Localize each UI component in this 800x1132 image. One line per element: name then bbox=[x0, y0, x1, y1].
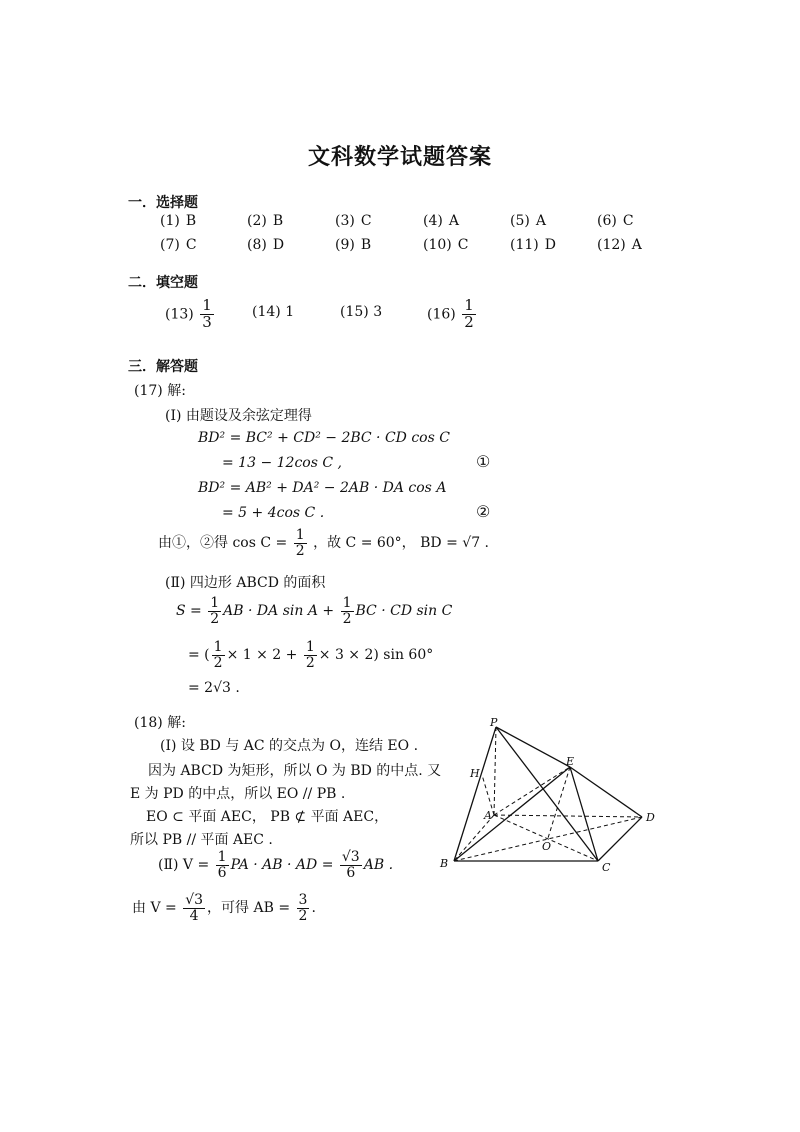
q18-line1: (Ⅰ) 设 BD 与 AC 的交点为 O，连结 EO . bbox=[160, 738, 419, 754]
question-number: (10) bbox=[423, 237, 452, 253]
question-number: (2) bbox=[247, 213, 267, 229]
answer-value: B bbox=[272, 213, 284, 229]
question-number: (15) bbox=[340, 304, 369, 320]
question-number: (9) bbox=[335, 237, 355, 253]
fraction-denominator: 2 bbox=[464, 312, 474, 331]
fraction-denominator: 3 bbox=[202, 312, 212, 331]
section-solve-heading: 三．解答题 bbox=[128, 359, 198, 375]
question-number: (14) bbox=[252, 304, 281, 320]
fill-answer-14 bbox=[252, 304, 294, 320]
fraction-denominator: 2 bbox=[295, 542, 305, 559]
choice-answer bbox=[160, 213, 196, 229]
edge-PE bbox=[496, 727, 570, 767]
fraction-denominator: 6 bbox=[217, 864, 227, 881]
fraction-numerator: √3 bbox=[341, 849, 360, 865]
edge-EC bbox=[570, 767, 598, 861]
choice-answer bbox=[247, 213, 283, 229]
fraction-numerator: 1 bbox=[342, 595, 352, 611]
fraction-numerator: 1 bbox=[295, 527, 305, 543]
diag-AC bbox=[494, 815, 598, 861]
fraction-numerator: 1 bbox=[217, 849, 227, 865]
label-H: H bbox=[470, 767, 480, 780]
equation-mark-1: ① bbox=[476, 452, 491, 471]
answer-value: B bbox=[185, 213, 197, 229]
q18-line5: 所以 PB // 平面 AEC . bbox=[130, 832, 273, 848]
edge-PB bbox=[454, 727, 496, 861]
text-segment: PA · AB · AD = bbox=[230, 857, 334, 874]
fill-answer-13 bbox=[165, 298, 216, 331]
fraction-numerator: 1 bbox=[464, 296, 474, 314]
fraction-numerator: 1 bbox=[213, 639, 223, 655]
answer-value: D bbox=[544, 237, 556, 253]
text-segment: S = bbox=[176, 603, 202, 620]
question-number: (4) bbox=[423, 213, 443, 229]
question-number: (6) bbox=[597, 213, 617, 229]
text-segment: . bbox=[311, 900, 316, 917]
fraction-numerator: 1 bbox=[305, 639, 315, 655]
section-fill-heading: 二．填空题 bbox=[128, 275, 198, 291]
q17-eq2: = 13 − 12cos C , bbox=[222, 455, 342, 471]
question-number: (13) bbox=[165, 306, 194, 323]
edge-PA bbox=[494, 727, 496, 815]
fraction-numerator: 3 bbox=[298, 892, 308, 908]
equation-mark-2: ② bbox=[476, 502, 491, 521]
q17-eq4: = 5 + 4cos C . bbox=[222, 505, 325, 521]
answer-value: A bbox=[631, 237, 642, 253]
q18-label: (18) 解: bbox=[134, 715, 186, 731]
choice-answer bbox=[247, 237, 284, 253]
pyramid-figure bbox=[430, 715, 670, 885]
choice-answer bbox=[597, 237, 642, 253]
text-segment: AB · DA sin A + bbox=[223, 603, 335, 620]
q18-volume-result bbox=[132, 893, 316, 923]
edge-AD bbox=[494, 815, 642, 817]
text-segment: 由①，②得 cos C = bbox=[158, 535, 288, 552]
q18-line3: E 为 PD 的中点，所以 EO // PB . bbox=[130, 786, 346, 802]
answer-value: A bbox=[448, 213, 459, 229]
text-segment: ，故 C = 60°， BD = √7 . bbox=[313, 535, 490, 552]
answer-value: C bbox=[622, 213, 634, 229]
segment-EO bbox=[548, 767, 570, 838]
text-segment: ，可得 AB = bbox=[207, 900, 291, 917]
q17-conclusion bbox=[158, 528, 489, 558]
question-number: (12) bbox=[597, 237, 626, 253]
fraction-denominator: 2 bbox=[213, 654, 223, 671]
text-segment: = ( bbox=[188, 647, 210, 664]
text-segment: (Ⅱ) V = bbox=[158, 857, 210, 874]
fill-answer-16 bbox=[427, 298, 478, 331]
question-number: (7) bbox=[160, 237, 180, 253]
segment-BE bbox=[454, 767, 570, 861]
label-B: B bbox=[440, 857, 449, 870]
choice-answer bbox=[510, 213, 546, 229]
label-P: P bbox=[490, 716, 498, 729]
q18-line2: 因为 ABCD 为矩形，所以 O 为 BD 的中点. 又 bbox=[148, 763, 442, 779]
text-segment: × 1 × 2 + bbox=[226, 647, 298, 664]
question-number: (1) bbox=[160, 213, 180, 229]
question-number: (3) bbox=[335, 213, 355, 229]
fraction-denominator: 2 bbox=[298, 907, 308, 924]
choice-answer bbox=[160, 237, 197, 253]
question-number: (11) bbox=[510, 237, 539, 253]
label-D: D bbox=[646, 811, 655, 824]
choice-answer bbox=[423, 237, 468, 253]
answer-value: B bbox=[360, 237, 372, 253]
text-segment: AB . bbox=[363, 857, 394, 874]
q17-eq3: BD² = AB² + DA² − 2AB · DA cos A bbox=[198, 480, 447, 496]
q17-area-formula bbox=[176, 596, 452, 626]
fraction-numerator: 1 bbox=[210, 595, 220, 611]
label-O: O bbox=[542, 840, 552, 853]
q17-eq1: BD² = BC² + CD² − 2BC · CD cos C bbox=[198, 430, 450, 446]
q17-area-result: = 2√3 . bbox=[188, 680, 240, 696]
answer-value: C bbox=[457, 237, 469, 253]
label-E: E bbox=[566, 755, 575, 768]
text-segment: × 3 × 2) sin 60° bbox=[318, 647, 434, 664]
fraction-numerator: 1 bbox=[202, 296, 212, 314]
section-choice-heading: 一．选择题 bbox=[128, 195, 198, 211]
label-C: C bbox=[602, 861, 611, 874]
answer-value: C bbox=[360, 213, 372, 229]
q18-line4: EO ⊂ 平面 AEC， PB ⊄ 平面 AEC， bbox=[146, 809, 389, 825]
edge-CD bbox=[598, 817, 642, 861]
fraction-denominator: 2 bbox=[210, 610, 220, 627]
question-number: (8) bbox=[247, 237, 267, 253]
text-segment: 由 V = bbox=[132, 900, 177, 917]
choice-answer bbox=[423, 213, 459, 229]
fraction-denominator: 4 bbox=[189, 907, 199, 924]
answer-value: C bbox=[185, 237, 197, 253]
answer-value: D bbox=[272, 237, 285, 253]
q17-part2: (Ⅱ) 四边形 ABCD 的面积 bbox=[165, 575, 326, 591]
fraction-denominator: 2 bbox=[305, 654, 315, 671]
fraction-denominator: 2 bbox=[342, 610, 352, 627]
choice-answer bbox=[597, 213, 634, 229]
choice-answer bbox=[335, 213, 372, 229]
page-title: 文科数学试题答案 bbox=[307, 145, 492, 170]
answer-value: 3 bbox=[373, 304, 383, 320]
answer-value: A bbox=[535, 213, 546, 229]
fraction-denominator: 6 bbox=[346, 864, 356, 881]
q18-volume-formula bbox=[158, 850, 393, 880]
q17-label: (17) 解: bbox=[134, 383, 186, 399]
edge-ED bbox=[570, 767, 642, 817]
question-number: (16) bbox=[427, 306, 456, 323]
answer-value: 1 bbox=[285, 304, 295, 320]
choice-answer bbox=[335, 237, 371, 253]
choice-answer bbox=[510, 237, 556, 253]
question-number: (5) bbox=[510, 213, 530, 229]
label-A: A bbox=[484, 809, 492, 822]
q17-area-line2 bbox=[188, 640, 433, 670]
fill-answer-15 bbox=[340, 304, 382, 320]
q17-part1: (Ⅰ) 由题设及余弦定理得 bbox=[165, 408, 312, 424]
text-segment: BC · CD sin C bbox=[355, 603, 453, 620]
fraction-numerator: √3 bbox=[185, 892, 204, 908]
